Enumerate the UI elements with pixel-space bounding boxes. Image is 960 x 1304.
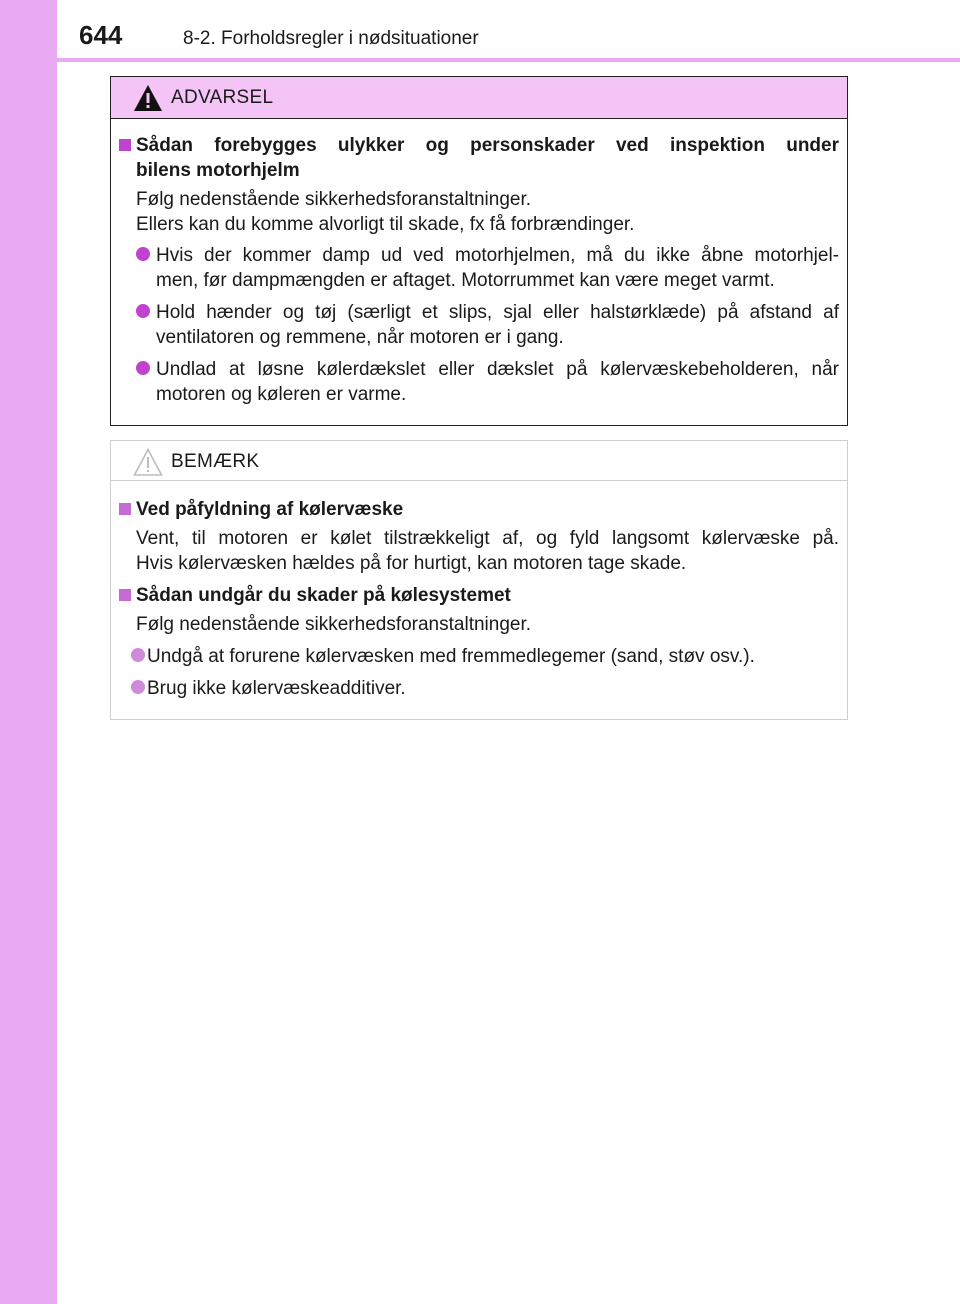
warning-bullet — [119, 300, 839, 350]
warning-content — [119, 133, 839, 407]
warning-intro-line1: Følg nedenstående sikkerhedsforanstaltninger. — [136, 189, 532, 210]
notice-box — [110, 440, 848, 720]
square-bullet-icon — [119, 589, 131, 601]
warning-title-line1: Sådan forebygges ulykker og personskader ved inspektion under — [136, 135, 839, 156]
warning-item-title — [119, 133, 839, 183]
section-title: 8-2. Forholdsregler i nødsituationer — [183, 28, 479, 49]
circle-bullet-icon — [131, 680, 145, 694]
notice-bullet — [119, 676, 839, 701]
warning-title-line2: bilens motorhjelm — [136, 160, 300, 181]
notice-section1-line2: Hvis kølervæsken hældes på for hurtigt, kan motoren tage skade. — [136, 553, 687, 574]
warning-box — [110, 76, 848, 426]
square-bullet-icon — [119, 139, 131, 151]
header-divider — [57, 58, 960, 62]
page-header — [57, 0, 960, 60]
warning-header — [111, 77, 847, 119]
bullet-line: Undlad at løsne kølerdækslet eller dækslet på kølervæskebeholderen, når — [156, 359, 839, 380]
page-number: 644 — [79, 20, 123, 50]
caution-triangle-icon — [133, 448, 163, 476]
bullet-line: motoren og køleren er varme. — [156, 384, 407, 405]
notice-header — [111, 441, 847, 481]
warning-bullet — [119, 243, 839, 293]
warning-bullet — [119, 357, 839, 407]
notice-section1-title: Ved påfyldning af kølervæske — [136, 499, 404, 520]
notice-section2-title: Sådan undgår du skader på kølesystemet — [136, 585, 511, 606]
bullet-line: Hold hænder og tøj (særligt et slips, sjal eller halstørklæde) på afstand af — [156, 302, 839, 323]
notice-bullet — [119, 644, 839, 669]
notice-content — [119, 497, 839, 701]
square-bullet-icon — [119, 503, 131, 515]
bullet-line: Brug ikke kølervæskeadditiver. — [147, 678, 406, 699]
bullet-line: Hvis der kommer damp ud ved motorhjelmen, må du ikke åbne motorhjel- — [156, 245, 839, 266]
warning-triangle-icon — [133, 84, 163, 112]
notice-item-title — [119, 583, 839, 608]
notice-section2-intro: Følg nedenstående sikkerhedsforanstaltninger. — [136, 614, 532, 635]
notice-section1-line1: Vent, til motoren er kølet tilstrækkeligt af, og fyld langsomt kølervæske på. — [136, 528, 839, 549]
warning-label: ADVARSEL — [171, 87, 274, 108]
circle-bullet-icon — [136, 361, 150, 375]
bullet-line: Undgå at forurene kølervæsken med fremmedlegemer (sand, støv osv.). — [147, 646, 755, 667]
bullet-line: men, før dampmængden er aftaget. Motorrummet kan være meget varmt. — [156, 270, 775, 291]
notice-section1-body — [119, 526, 839, 576]
bullet-line: ventilatoren og remmene, når motoren er i gang. — [156, 327, 564, 348]
notice-label: BEMÆRK — [171, 451, 260, 472]
circle-bullet-icon — [136, 247, 150, 261]
side-color-strip — [0, 0, 57, 1304]
notice-item-title — [119, 497, 839, 522]
warning-intro-line2: Ellers kan du komme alvorligt til skade, fx få forbrændinger. — [136, 214, 635, 235]
warning-intro — [119, 187, 839, 237]
circle-bullet-icon — [131, 648, 145, 662]
circle-bullet-icon — [136, 304, 150, 318]
